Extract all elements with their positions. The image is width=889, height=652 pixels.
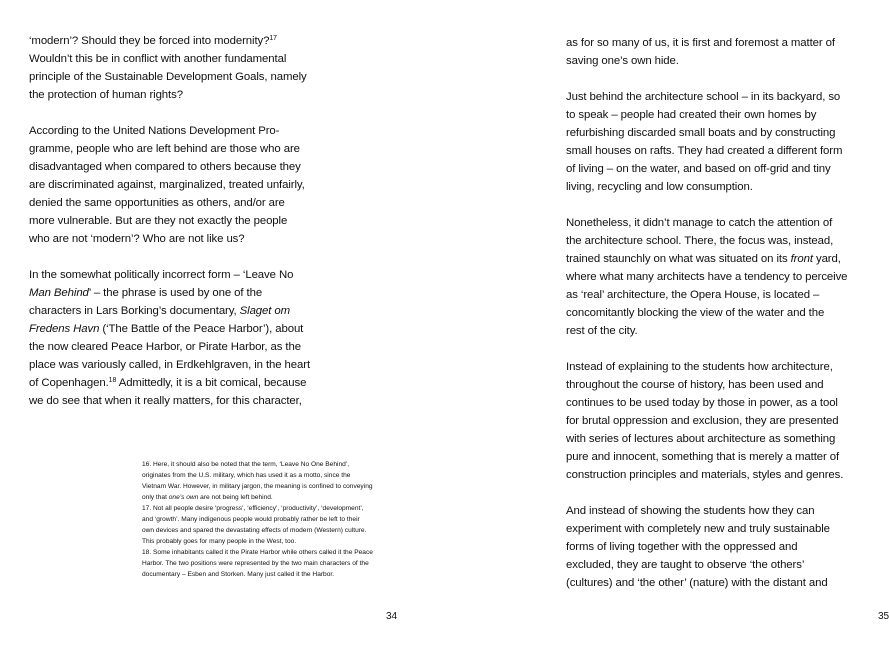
paragraph-gap <box>566 340 826 358</box>
text-run: construction principles and materials, styles and genres. <box>566 469 844 481</box>
left-body-text <box>29 32 311 410</box>
text-run: documentary – Esben and Storken. Many just called it the Harbor. <box>142 571 335 578</box>
paragraph-gap <box>29 104 291 122</box>
body-line <box>566 556 826 574</box>
text-run: According to the United Nations Development Pro- <box>29 125 280 137</box>
body-line <box>29 68 307 86</box>
text-run: rest of the city. <box>566 325 638 337</box>
body-line <box>29 212 291 230</box>
body-line <box>29 320 304 338</box>
body-line <box>29 176 305 194</box>
text-run: Vietnam War. However, in military jargon, the meaning is confined to conveying <box>142 483 373 490</box>
footnote-line <box>142 525 402 536</box>
text-run: with series of lectures about architecture as something <box>566 433 836 445</box>
body-line <box>566 574 826 592</box>
text-run: Nonetheless, it didn’t manage to catch the attention of <box>566 217 833 229</box>
page-number-left: 34 <box>386 611 398 622</box>
footnote-line <box>142 492 402 503</box>
text-run: Admittedly, it is a bit comical, because <box>116 377 307 389</box>
text-run: more vulnerable. But are they not exactly the people <box>29 215 288 227</box>
text-run: of living – on the water, and based on off-grid and tiny <box>566 163 831 175</box>
text-run: continues to be used today by those in power, as a tool <box>566 397 838 409</box>
text-run: disadvantaged when compared to others because they <box>29 161 301 173</box>
italic-text: Slaget om <box>239 305 291 317</box>
page-number-right: 35 <box>878 611 889 622</box>
text-run: trained staunchly on what was situated on its <box>566 253 791 265</box>
paragraph-gap <box>566 196 826 214</box>
text-run: for brutal oppression and exclusion, they are presented <box>566 415 839 427</box>
italic-text: one’s own <box>168 494 199 501</box>
footnote-line <box>142 558 402 569</box>
body-line <box>29 266 294 284</box>
right-body-text <box>566 34 848 592</box>
body-line <box>566 466 844 484</box>
footnote-line <box>142 569 402 580</box>
body-line <box>566 106 826 124</box>
body-line <box>29 194 291 212</box>
italic-text: front <box>790 253 813 265</box>
body-line <box>566 520 830 538</box>
footnote-line <box>142 459 402 470</box>
text-run: excluded, they are taught to observe ‘the others’ <box>566 559 805 571</box>
body-line <box>566 448 840 466</box>
text-run: saving one’s own hide. <box>566 55 679 67</box>
italic-text: Man Behind <box>29 287 89 299</box>
body-line <box>566 160 831 178</box>
right-page <box>425 0 889 652</box>
body-line <box>566 322 826 340</box>
text-run: yard, <box>812 253 841 265</box>
text-run: the architecture school. There, the focus was, instead, <box>566 235 834 247</box>
body-line <box>29 338 301 356</box>
body-line <box>29 284 291 302</box>
text-run: to speak – people had created their own homes by <box>566 109 817 121</box>
text-run: small houses on rafts. They had created a different form <box>566 145 843 157</box>
body-line <box>29 122 291 140</box>
body-line <box>29 302 291 320</box>
body-line <box>29 356 311 374</box>
footnote-line <box>142 481 402 492</box>
text-run: own devices and spared the devastating effects of modern (Western) culture. <box>142 527 367 534</box>
body-line <box>29 374 307 392</box>
text-run: of Copenhagen. <box>29 377 109 389</box>
body-line <box>566 538 826 556</box>
italic-text: Fredens Havn <box>29 323 100 335</box>
text-run: Harbor. The two positions were represented by the two main characters of the <box>142 560 369 567</box>
paragraph-gap <box>566 70 826 88</box>
footnote-line <box>142 470 402 481</box>
text-run: throughout the course of history, has been used and <box>566 379 824 391</box>
text-run: the protection of human rights? <box>29 89 183 101</box>
text-run: (‘The Battle of the Peace Harbor’), about <box>99 323 304 335</box>
text-run: are not being left behind. <box>198 494 273 501</box>
text-run: This probably goes for many people in the West, too. <box>142 538 297 545</box>
paragraph-gap <box>29 248 291 266</box>
text-run: concomitantly blocking the view of the water and the <box>566 307 825 319</box>
text-run: characters in Lars Borking’s documentary, <box>29 305 240 317</box>
text-run: living, recycling and low consumption. <box>566 181 753 193</box>
text-run: and ‘growth’. Many indigenous people would probably rather be left to their <box>142 516 360 523</box>
body-line <box>566 430 836 448</box>
text-run: refurbishing discarded small boats and by constructing <box>566 127 836 139</box>
text-run: ‘modern’? Should they be forced into modernity? <box>29 35 270 47</box>
text-run: only that <box>142 494 169 501</box>
text-run: where what many architects have a tendency to perceive <box>566 271 848 283</box>
text-run: as ‘real’ architecture, the Opera House, is located – <box>566 289 820 301</box>
text-run: (cultures) and ‘the other’ (nature) with the distant and <box>566 577 828 589</box>
text-run: Instead of explaining to the students how architecture, <box>566 361 833 373</box>
text-run: forms of living together with the oppressed and <box>566 541 798 553</box>
body-line <box>566 250 841 268</box>
body-line <box>566 232 834 250</box>
text-run: originates from the U.S. military, which has used it as a motto, since the <box>142 472 351 479</box>
body-line <box>29 50 291 68</box>
footnotes <box>142 459 402 580</box>
body-line <box>566 376 826 394</box>
text-run: denied the same opportunities as others, and/or are <box>29 197 285 209</box>
body-line <box>566 412 839 430</box>
body-line <box>29 158 301 176</box>
text-run: 18. Some inhabitants called it the Pirate Harbor while others called it the Peace <box>142 549 373 556</box>
body-line <box>566 304 826 322</box>
text-run: 17. Not all people desire ‘progress’, ‘efficiency’, ‘productivity’, ‘development’, <box>142 505 364 512</box>
body-line <box>566 52 826 70</box>
body-line <box>566 502 826 520</box>
text-run: principle of the Sustainable Development Goals, namely <box>29 71 307 83</box>
text-run: experiment with completely new and truly sustainable <box>566 523 830 535</box>
text-run: we do see that when it really matters, for this character, <box>29 395 302 407</box>
text-run: In the somewhat politically incorrect form – ‘Leave No <box>29 269 294 281</box>
text-run: gramme, people who are left behind are those who are <box>29 143 300 155</box>
text-run: are discriminated against, marginalized, treated unfairly, <box>29 179 305 191</box>
text-run: 16. Here, it should also be noted that the term, ‘Leave No One Behind’, <box>142 461 350 468</box>
text-run: the now cleared Peace Harbor, or Pirate Harbor, as the <box>29 341 301 353</box>
body-line <box>29 140 300 158</box>
footnote-ref: 18 <box>108 377 117 384</box>
body-line <box>566 124 836 142</box>
body-line <box>566 358 833 376</box>
body-line <box>566 268 848 286</box>
body-line <box>29 32 291 50</box>
text-run: And instead of showing the students how they can <box>566 505 815 517</box>
body-line <box>29 230 291 248</box>
text-run: Just behind the architecture school – in its backyard, so <box>566 91 841 103</box>
body-line <box>566 142 843 160</box>
body-line <box>566 34 835 52</box>
text-run: who are not ‘modern’? Who are not like us? <box>29 233 245 245</box>
footnote-ref: 17 <box>269 35 277 42</box>
paragraph-gap <box>566 484 826 502</box>
text-run: Wouldn’t this be in conflict with another fundamental <box>29 53 287 65</box>
footnote-line <box>142 536 402 547</box>
footnote-line <box>142 503 402 514</box>
body-line <box>566 178 826 196</box>
body-line <box>566 88 841 106</box>
text-run: pure and innocent, something that is merely a matter of <box>566 451 840 463</box>
text-run: place was variously called, in Erdkehlgraven, in the heart <box>29 359 311 371</box>
footnote-line <box>142 514 402 525</box>
text-run: as for so many of us, it is first and foremost a matter of <box>566 37 835 49</box>
left-page <box>0 0 425 652</box>
body-line <box>566 286 826 304</box>
footnote-line <box>142 547 402 558</box>
body-line <box>566 394 838 412</box>
body-line <box>29 86 291 104</box>
text-run: ’ – the phrase is used by one of the <box>88 287 263 299</box>
body-line <box>29 392 302 410</box>
body-line <box>566 214 833 232</box>
